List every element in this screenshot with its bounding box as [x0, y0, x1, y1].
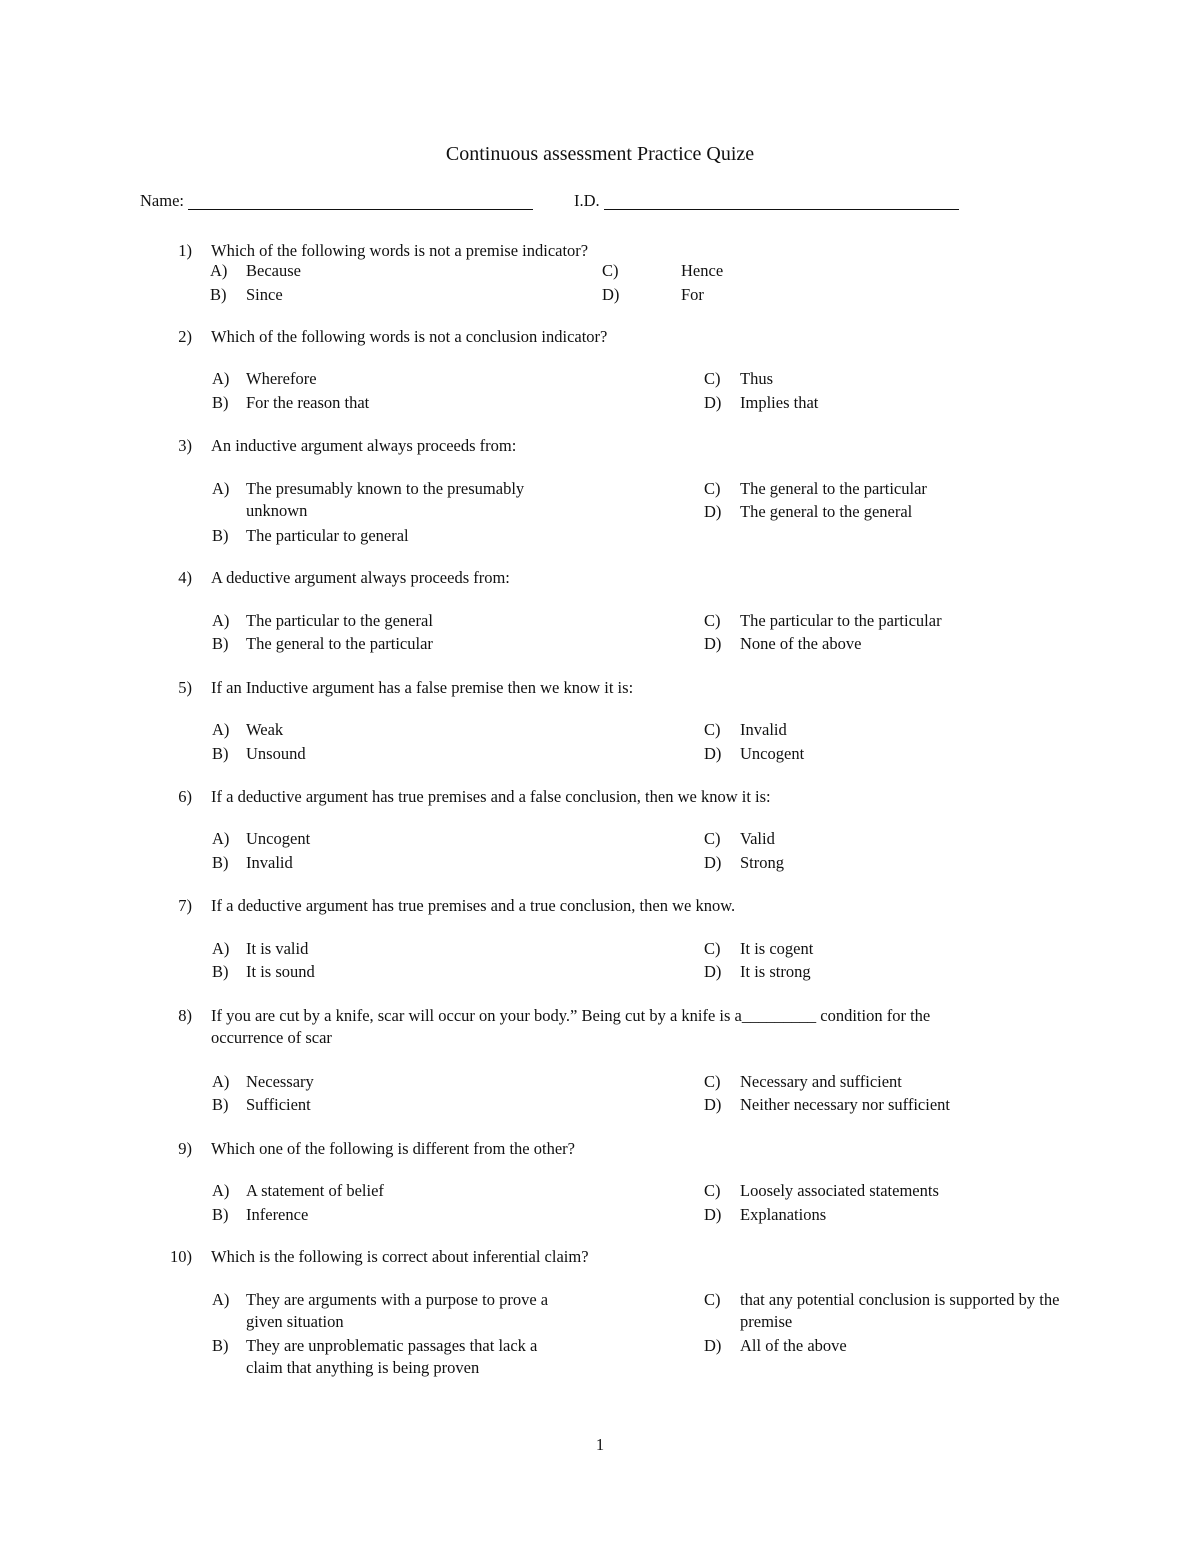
option-c-letter[interactable]: C) — [704, 939, 721, 958]
option-c-text[interactable]: The particular to the particular — [740, 611, 942, 630]
question-number: 1) — [178, 241, 192, 260]
option-b-text[interactable]: Invalid — [246, 853, 293, 872]
option-d-letter[interactable]: D) — [704, 1205, 722, 1224]
option-c-text[interactable]: It is cogent — [740, 939, 814, 958]
option-c-text[interactable]: Valid — [740, 829, 775, 848]
question-number: 8) — [178, 1006, 192, 1025]
question-text: If a deductive argument has true premises and a false conclusion, then we know it is: — [211, 787, 771, 806]
option-b-letter[interactable]: B) — [212, 393, 229, 412]
option-d-letter[interactable]: D) — [704, 634, 722, 653]
option-a-letter[interactable]: A) — [212, 1290, 230, 1309]
option-d-text[interactable]: Strong — [740, 853, 785, 872]
option-a-text[interactable]: A statement of belief — [246, 1181, 384, 1200]
option-d-text[interactable]: Neither necessary nor sufficient — [740, 1095, 950, 1114]
option-d-letter[interactable]: D) — [704, 744, 722, 763]
option-a-letter[interactable]: A) — [212, 720, 230, 739]
option-c-text[interactable]: Necessary and sufficient — [740, 1072, 902, 1091]
option-a-text[interactable]: They are arguments with a purpose to prove a given situation — [246, 1290, 549, 1331]
option-d-letter[interactable]: D) — [704, 1095, 722, 1114]
option-b-text[interactable]: It is sound — [246, 962, 315, 981]
question-text: A deductive argument always proceeds from: — [211, 568, 510, 587]
option-d-letter[interactable]: D) — [704, 502, 722, 521]
question-text: If you are cut by a knife, scar will occur on your body.” Being cut by a knife is a_________ condition for the occurrence of scar — [211, 1006, 931, 1047]
option-c-letter[interactable]: C) — [704, 369, 721, 388]
question-text: Which of the following words is not a conclusion indicator? — [211, 327, 608, 346]
option-b-text[interactable]: Inference — [246, 1205, 309, 1224]
option-a-text[interactable]: It is valid — [246, 939, 309, 958]
option-c-text[interactable]: Hence — [681, 261, 724, 280]
option-c-text[interactable]: that any potential conclusion is supported by the premise — [740, 1290, 1060, 1331]
id-blank-line[interactable] — [604, 209, 959, 210]
option-c-letter[interactable]: C) — [704, 1072, 721, 1091]
option-b-text[interactable]: Sufficient — [246, 1095, 311, 1114]
option-d-text[interactable]: All of the above — [740, 1336, 847, 1355]
option-b-letter[interactable]: B) — [212, 634, 229, 653]
page-title: Continuous assessment Practice Quize — [445, 143, 755, 165]
option-b-letter[interactable]: B) — [212, 1336, 229, 1355]
option-b-letter[interactable]: B) — [212, 744, 229, 763]
option-a-letter[interactable]: A) — [212, 611, 230, 630]
question-text: Which of the following words is not a premise indicator? — [211, 241, 589, 260]
option-c-letter[interactable]: C) — [704, 1181, 721, 1200]
option-c-letter[interactable]: C) — [704, 1290, 721, 1309]
option-b-letter[interactable]: B) — [210, 285, 227, 304]
option-d-text[interactable]: Uncogent — [740, 744, 805, 763]
option-b-text[interactable]: The general to the particular — [246, 634, 433, 653]
page-number: 1 — [595, 1435, 605, 1454]
option-a-text[interactable]: Uncogent — [246, 829, 311, 848]
option-a-text[interactable]: Because — [246, 261, 301, 280]
question-text: An inductive argument always proceeds from: — [211, 436, 517, 455]
option-a-text[interactable]: The particular to the general — [246, 611, 433, 630]
option-b-text[interactable]: Since — [246, 285, 283, 304]
question-number: 7) — [178, 896, 192, 915]
option-c-letter[interactable]: C) — [704, 720, 721, 739]
option-b-letter[interactable]: B) — [212, 962, 229, 981]
option-a-text[interactable]: Wherefore — [246, 369, 317, 388]
option-a-letter[interactable]: A) — [212, 369, 230, 388]
option-a-letter[interactable]: A) — [212, 479, 230, 498]
option-a-letter[interactable]: A) — [210, 261, 228, 280]
question-number: 5) — [178, 678, 192, 697]
question-number: 6) — [178, 787, 192, 806]
option-b-letter[interactable]: B) — [212, 526, 229, 545]
option-d-letter[interactable]: D) — [704, 1336, 722, 1355]
option-c-letter[interactable]: C) — [602, 261, 619, 280]
question-text: If an Inductive argument has a false premise then we know it is: — [211, 678, 634, 697]
option-c-text[interactable]: The general to the particular — [740, 479, 927, 498]
option-a-letter[interactable]: A) — [212, 1181, 230, 1200]
question-number: 10) — [170, 1247, 192, 1266]
option-d-text[interactable]: For — [681, 285, 704, 304]
option-c-letter[interactable]: C) — [704, 611, 721, 630]
option-d-letter[interactable]: D) — [602, 285, 620, 304]
option-d-text[interactable]: The general to the general — [740, 502, 913, 521]
option-a-letter[interactable]: A) — [212, 1072, 230, 1091]
question-text: Which is the following is correct about inferential claim? — [211, 1247, 589, 1266]
option-c-letter[interactable]: C) — [704, 829, 721, 848]
option-b-text[interactable]: The particular to general — [246, 526, 409, 545]
option-b-text[interactable]: They are unproblematic passages that lack a claim that anything is being proven — [246, 1336, 538, 1377]
option-a-letter[interactable]: A) — [212, 939, 230, 958]
option-d-text[interactable]: None of the above — [740, 634, 862, 653]
option-b-letter[interactable]: B) — [212, 853, 229, 872]
option-d-text[interactable]: Explanations — [740, 1205, 827, 1224]
id-label: I.D. — [574, 191, 600, 210]
option-c-text[interactable]: Loosely associated statements — [740, 1181, 939, 1200]
option-a-text[interactable]: The presumably known to the presumably unknown — [246, 479, 525, 520]
option-b-text[interactable]: For the reason that — [246, 393, 370, 412]
question-number: 9) — [178, 1139, 192, 1158]
option-d-text[interactable]: It is strong — [740, 962, 811, 981]
option-b-text[interactable]: Unsound — [246, 744, 306, 763]
name-label: Name: — [140, 191, 184, 210]
option-b-letter[interactable]: B) — [212, 1205, 229, 1224]
option-b-letter[interactable]: B) — [212, 1095, 229, 1114]
option-c-text[interactable]: Thus — [740, 369, 773, 388]
option-a-letter[interactable]: A) — [212, 829, 230, 848]
option-d-letter[interactable]: D) — [704, 393, 722, 412]
question-number: 2) — [178, 327, 192, 346]
option-a-text[interactable]: Weak — [246, 720, 284, 739]
option-d-text[interactable]: Implies that — [740, 393, 819, 412]
name-blank-line[interactable] — [188, 209, 533, 210]
option-a-text[interactable]: Necessary — [246, 1072, 314, 1091]
question-number: 3) — [178, 436, 192, 455]
option-d-letter[interactable]: D) — [704, 853, 722, 872]
option-c-text[interactable]: Invalid — [740, 720, 787, 739]
question-text: Which one of the following is different from the other? — [211, 1139, 575, 1158]
question-number: 4) — [178, 568, 192, 587]
option-c-letter[interactable]: C) — [704, 479, 721, 498]
question-text: If a deductive argument has true premises and a true conclusion, then we know. — [211, 896, 736, 915]
option-d-letter[interactable]: D) — [704, 962, 722, 981]
